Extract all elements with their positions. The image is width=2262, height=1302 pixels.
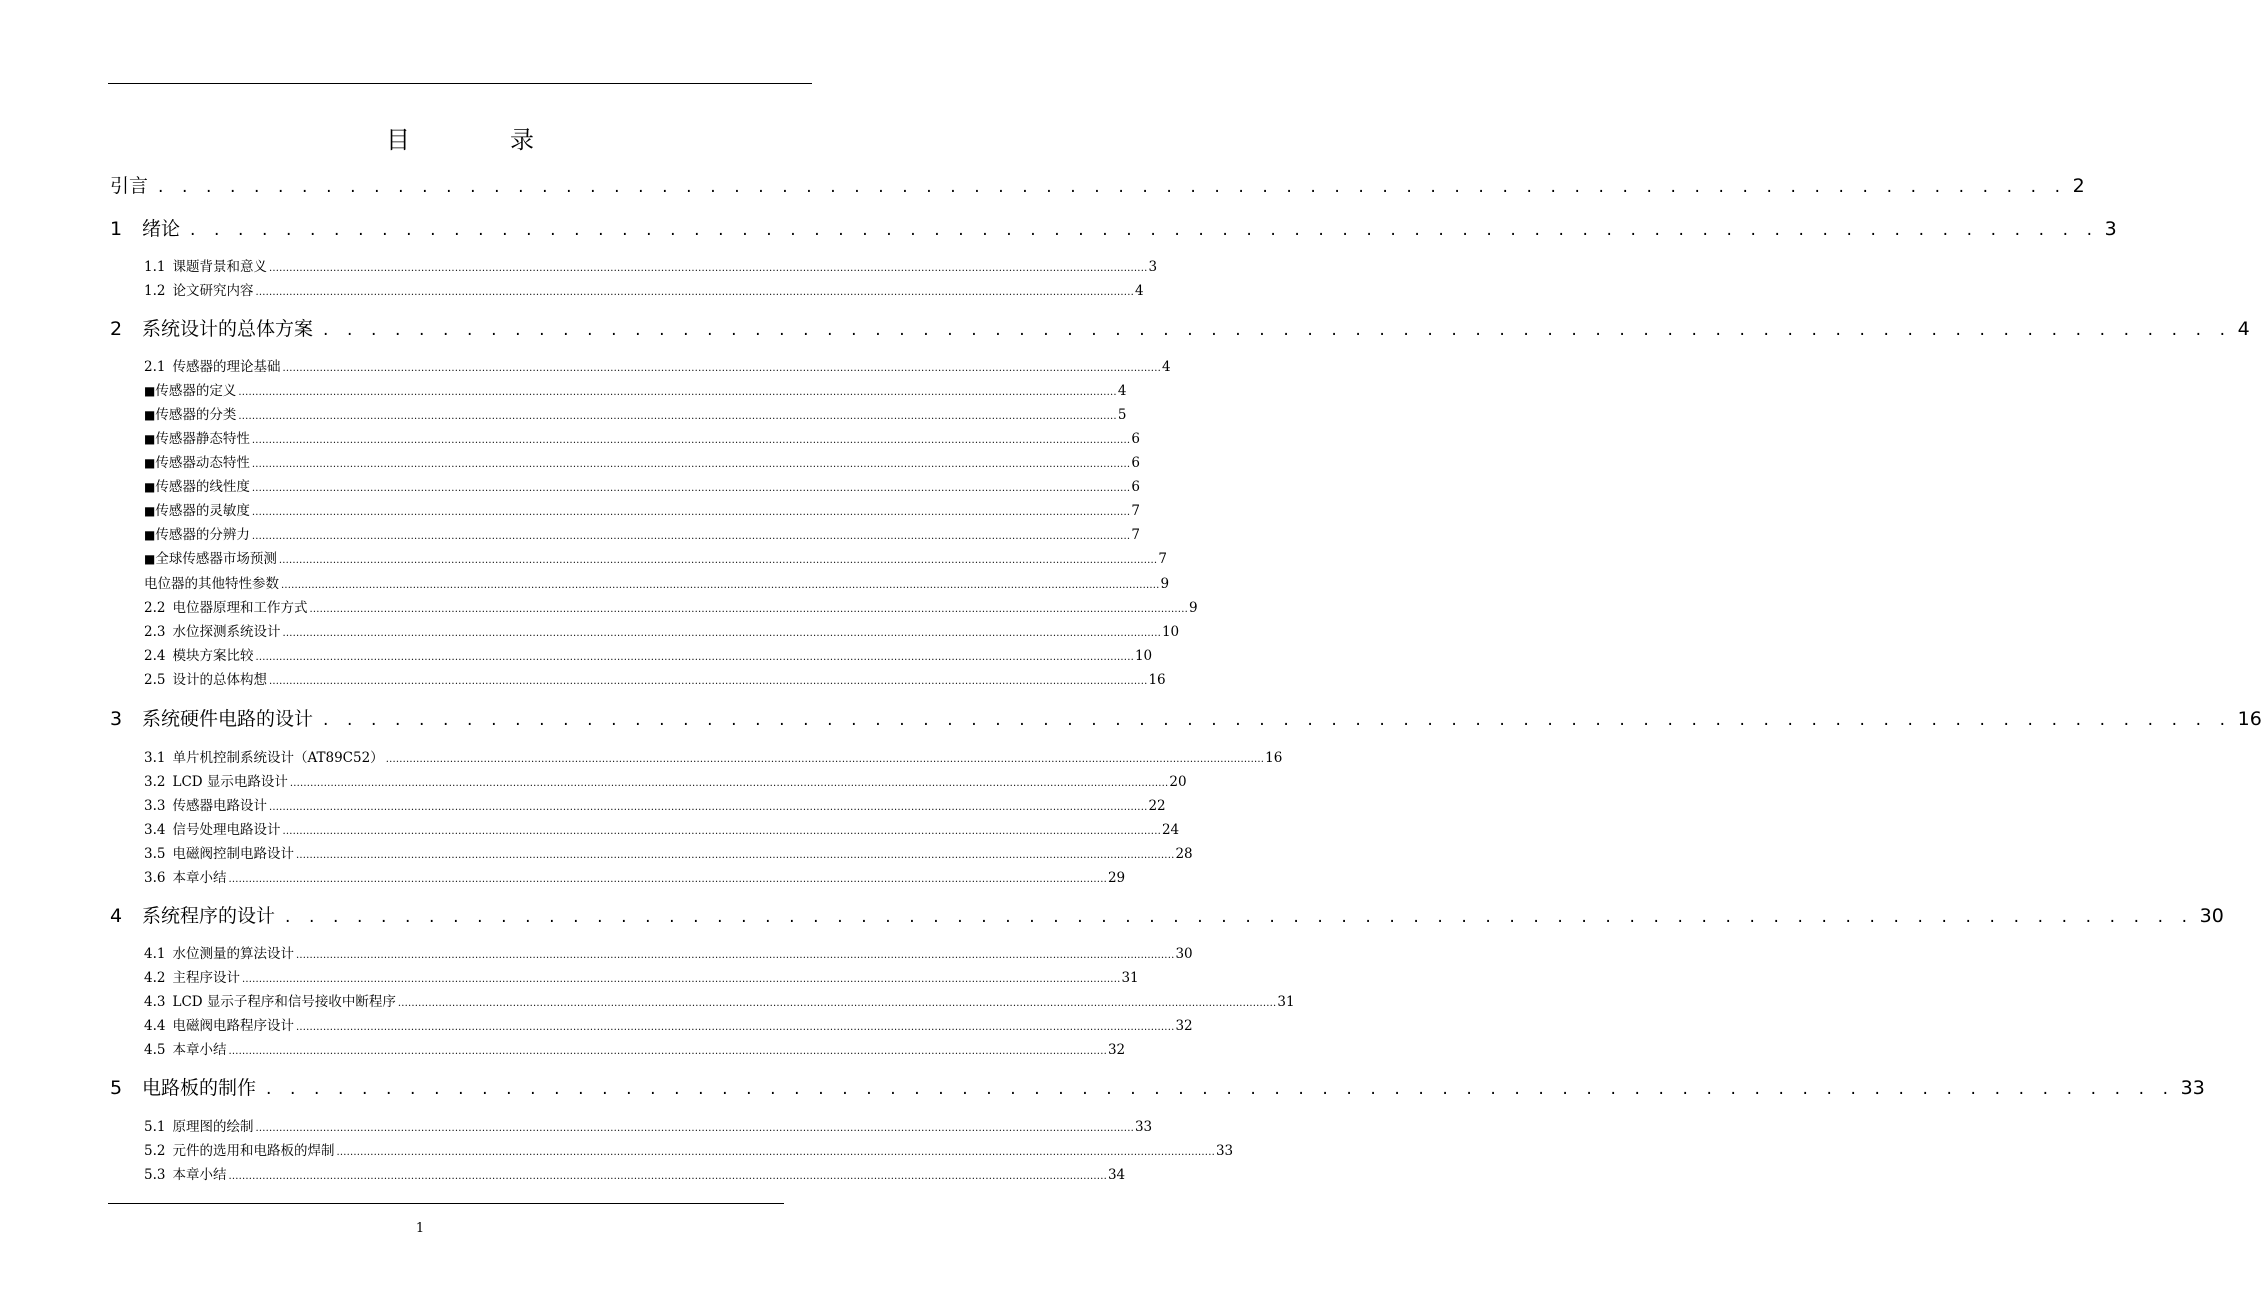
dot-leader: .................................................................................................................................................................................................................................................................... [251,435,1131,446]
toc-entry-title: 系统设计的总体方案 [142,318,314,340]
dot-leader: .................................................................................................................................................................................................................................................................... [255,1123,1134,1134]
dot-leader: .................................................................................................................................................................................................................................................................... [255,652,1134,663]
toc-entry-title: 单片机控制系统设计（AT89C52） [172,750,384,766]
toc-entry[interactable] [144,279,1144,299]
toc-page-number: 32 [1175,1018,1193,1034]
toc-chapter-number: 2 [110,318,123,340]
toc-entry-title: 电位器原理和工作方式 [172,600,308,616]
dot-leader: .................................................................................................................................................................................................................................................................... [282,826,1161,837]
toc-entry[interactable] [144,355,1171,375]
toc-chapter-number: 4 [110,905,123,927]
toc-section-number: 4.2 [144,970,166,986]
dot-leader: .................................................................................................................................................................................................................................................................... [295,850,1175,861]
dot-leader: .................................................................................................................................................................................................................................................................... [309,604,1188,615]
page-title: 目 录 [386,126,572,154]
toc-entry[interactable] [144,668,1166,688]
toc-page-number: 28 [1175,846,1193,862]
toc-entry[interactable] [144,1115,1153,1135]
toc-page-number: 34 [1107,1167,1126,1183]
toc-entry[interactable] [144,596,1198,616]
toc-entry[interactable] [144,1139,1234,1159]
toc-section-number: 1.1 [144,259,166,275]
toc-section-number: 3.1 [144,750,166,766]
toc-entry-title: 电磁阀电路程序设计 [172,1018,294,1034]
toc-page-number: 24 [1161,822,1180,838]
dot-leader: .................................................................................................................................................................................................................................................................... [238,411,1117,422]
toc-entry-title: 引言 [110,175,149,197]
dot-leader: .................................................................................................................................................................................................................................................................... [289,778,1169,789]
toc-entry-title: 电位器的其他特性参数 [144,576,279,592]
dot-leader: . . . . . . . . . . . . . . . . . . . . . . . . . . . . . . . . . . . . . . . . . . . . . . . . . . . . . . . . . . . . . . . . . . . . . . . . . . . . . . . . [158,177,2067,197]
toc-entry[interactable] [144,818,1180,838]
toc-page-number: 9 [1160,576,1170,592]
toc-page-number: 5 [1117,407,1127,423]
toc-section-number: 4.5 [144,1042,166,1058]
toc-page-number: 4 [2237,318,2250,340]
toc-entry-title: 传感器的线性度 [155,479,250,495]
toc-entry-title: 传感器动态特性 [155,455,250,471]
bullet-icon: ■ [144,480,156,494]
toc-section-number: 2.5 [144,672,166,688]
page-number: 1 [415,1221,425,1236]
toc-entry-title: 传感器的理论基础 [172,359,281,375]
toc-page-number: 16 [2237,708,2262,730]
toc-entry[interactable] [144,866,1126,886]
toc-section-number: 3.2 [144,774,166,790]
dot-leader: .................................................................................................................................................................................................................................................................... [268,676,1148,687]
toc-page-number: 6 [1131,479,1140,495]
toc-page-number: 7 [1131,503,1140,519]
toc-entry[interactable] [144,255,1158,275]
toc-entry-title: 本章小结 [172,870,227,886]
toc-section-number: 3.5 [144,846,166,862]
toc-chapter-number: 1 [110,218,123,240]
toc-chapter-number: 3 [110,708,123,730]
toc-chapter-number: 5 [110,1077,123,1099]
toc-entry-title: 水位探测系统设计 [172,624,281,640]
toc-entry[interactable] [144,523,1140,543]
toc-entry[interactable] [144,547,1167,567]
toc-entry-title: LCD 显示子程序和信号接收中断程序 [172,994,396,1010]
dot-leader: . . . . . . . . . . . . . . . . . . . . . . . . . . . . . . . . . . . . . . . . . . . . . . . . . . . . . . . . . . . . . . . . . . . . . . . . . . . . . . . . [323,320,2232,340]
toc-entry-title: 电磁阀控制电路设计 [172,846,294,862]
toc-entry-title: 传感器静态特性 [155,431,250,447]
toc-entry-title: 课题背景和意义 [172,259,267,275]
toc-entry[interactable] [144,403,1127,423]
toc-entry[interactable] [110,314,2250,341]
toc-entry-title: 信号处理电路设计 [172,822,281,838]
toc-page-number: 31 [1277,994,1295,1010]
toc-section-number: 5.3 [144,1167,166,1183]
toc-page-number: 6 [1131,431,1140,447]
toc-entry[interactable] [144,572,1170,592]
toc-section-number: 4.4 [144,1018,166,1034]
toc-page-number: 33 [1215,1143,1234,1159]
toc-entry-title: 本章小结 [172,1167,227,1183]
toc-entry[interactable] [144,427,1140,447]
toc-entry[interactable] [144,1038,1126,1058]
dot-leader: .................................................................................................................................................................................................................................................................... [241,974,1121,985]
toc-entry[interactable] [144,1163,1126,1183]
dot-leader: .................................................................................................................................................................................................................................................................... [228,1171,1107,1182]
dot-leader: .................................................................................................................................................................................................................................................................... [238,387,1117,398]
toc-entry-title: 元件的选用和电路板的焊制 [172,1143,335,1159]
toc-entry[interactable] [144,842,1193,862]
toc-entry[interactable] [110,1073,2205,1100]
toc-section-number: 3.6 [144,870,166,886]
dot-leader: . . . . . . . . . . . . . . . . . . . . . . . . . . . . . . . . . . . . . . . . . . . . . . . . . . . . . . . . . . . . . . . . . . . . . . . . . . . . . . . . [323,710,2232,730]
toc-entry-title: 水位测量的算法设计 [172,946,294,962]
toc-section-number: 2.2 [144,600,166,616]
toc-entry-title: 系统硬件电路的设计 [142,708,314,730]
bullet-icon: ■ [144,528,156,542]
bullet-icon: ■ [144,432,156,446]
toc-section-number: 1.2 [144,283,166,299]
toc-section-number: 2.1 [144,359,166,375]
dot-leader: .................................................................................................................................................................................................................................................................... [295,950,1175,961]
toc-page-number: 4 [1161,359,1171,375]
dot-leader: .................................................................................................................................................................................................................................................................... [268,802,1148,813]
footer-rule [108,1203,784,1204]
bullet-icon: ■ [144,456,156,470]
toc-section-number: 3.3 [144,798,166,814]
toc-entry[interactable] [110,171,2085,198]
toc-entry-title: LCD 显示电路设计 [172,774,288,790]
toc-section-number: 2.4 [144,648,166,664]
toc-page-number: 7 [1158,551,1167,567]
toc-section-number: 5.2 [144,1143,166,1159]
toc-entry-title: 设计的总体构想 [172,672,267,688]
toc-page-number: 10 [1134,648,1153,664]
toc-page-number: 10 [1161,624,1180,640]
toc-entry[interactable] [144,942,1193,962]
dot-leader: . . . . . . . . . . . . . . . . . . . . . . . . . . . . . . . . . . . . . . . . . . . . . . . . . . . . . . . . . . . . . . . . . . . . . . . . . . . . . . . . [285,907,2194,927]
toc-entry-title: 传感器的分辨力 [155,527,250,543]
toc-page-number: 3 [2104,218,2117,240]
toc-entry[interactable] [110,901,2224,928]
toc-page-number: 3 [1148,259,1158,275]
toc-entry-title: 主程序设计 [172,970,240,986]
toc-page-number: 33 [1134,1119,1153,1135]
toc-entry-title: 模块方案比较 [172,648,254,664]
toc-page-number: 20 [1169,774,1187,790]
toc-entry-title: 传感器的灵敏度 [155,503,250,519]
toc-entry[interactable] [144,451,1140,471]
toc-page-number: 9 [1188,600,1198,616]
dot-leader: .................................................................................................................................................................................................................................................................... [281,580,1160,591]
toc-entry[interactable] [144,499,1140,519]
toc-entry-title: 传感器的定义 [155,383,237,399]
dot-leader: .................................................................................................................................................................................................................................................................... [228,1046,1107,1057]
toc-page-number: 7 [1131,527,1140,543]
toc-section-number: 3.4 [144,822,166,838]
dot-leader: .................................................................................................................................................................................................................................................................... [282,363,1161,374]
toc-page-number: 16 [1265,750,1283,766]
dot-leader: . . . . . . . . . . . . . . . . . . . . . . . . . . . . . . . . . . . . . . . . . . . . . . . . . . . . . . . . . . . . . . . . . . . . . . . . . . . . . . . . [190,220,2099,240]
toc-entry-title: 传感器电路设计 [172,798,267,814]
toc-page-number: 16 [1148,672,1166,688]
toc-entry-title: 论文研究内容 [172,283,254,299]
toc-page-number: 4 [1117,383,1127,399]
dot-leader: . . . . . . . . . . . . . . . . . . . . . . . . . . . . . . . . . . . . . . . . . . . . . . . . . . . . . . . . . . . . . . . . . . . . . . . . . . . . . . . . [266,1079,2175,1099]
toc-page-number: 2 [2072,175,2085,197]
toc-entry[interactable] [144,966,1139,986]
toc-page-number: 33 [2180,1077,2205,1099]
toc-entry-title: 全球传感器市场预测 [155,551,277,567]
bullet-icon: ■ [144,504,156,518]
toc-entry[interactable] [144,644,1153,664]
bullet-icon: ■ [144,552,156,566]
dot-leader: .................................................................................................................................................................................................................................................................... [268,263,1148,274]
toc-page-number: 6 [1131,455,1140,471]
toc-entry[interactable] [110,704,2262,731]
dot-leader: .................................................................................................................................................................................................................................................................... [282,628,1161,639]
dot-leader: .................................................................................................................................................................................................................................................................... [251,507,1131,518]
dot-leader: .................................................................................................................................................................................................................................................................... [251,531,1131,542]
bullet-icon: ■ [144,408,156,422]
dot-leader: .................................................................................................................................................................................................................................................................... [397,998,1277,1009]
toc-entry[interactable] [144,1014,1193,1034]
toc-entry-title: 电路板的制作 [142,1077,257,1099]
dot-leader: .................................................................................................................................................................................................................................................................... [228,874,1107,885]
toc-entry[interactable] [144,746,1283,766]
toc-entry-title: 系统程序的设计 [142,905,276,927]
dot-leader: .................................................................................................................................................................................................................................................................... [255,287,1134,298]
toc-section-number: 5.1 [144,1119,166,1135]
toc-page-number: 31 [1121,970,1139,986]
toc-page-number: 30 [1175,946,1193,962]
toc-entry[interactable] [144,794,1166,814]
toc-entry-title: 原理图的绘制 [172,1119,254,1135]
toc-section-number: 2.3 [144,624,166,640]
toc-page-number: 29 [1107,870,1126,886]
bullet-icon: ■ [144,384,156,398]
toc-page-number: 30 [2199,905,2224,927]
toc-entry[interactable] [144,770,1187,790]
toc-entry-title: 绪论 [142,218,181,240]
toc-entry[interactable] [110,214,2117,241]
dot-leader: .................................................................................................................................................................................................................................................................... [295,1022,1175,1033]
toc-entry[interactable] [144,475,1140,495]
toc-entry[interactable] [144,379,1127,399]
dot-leader: .................................................................................................................................................................................................................................................................... [336,1147,1215,1158]
dot-leader: .................................................................................................................................................................................................................................................................... [251,483,1131,494]
toc-section-number: 4.1 [144,946,166,962]
toc-entry-title: 本章小结 [172,1042,227,1058]
toc-section-number: 4.3 [144,994,166,1010]
dot-leader: .................................................................................................................................................................................................................................................................... [278,555,1158,566]
toc-entry[interactable] [144,990,1295,1010]
toc-entry-title: 传感器的分类 [155,407,237,423]
toc-entry[interactable] [144,620,1180,640]
toc-page-number: 4 [1134,283,1144,299]
dot-leader: .................................................................................................................................................................................................................................................................... [251,459,1131,470]
dot-leader: .................................................................................................................................................................................................................................................................... [385,754,1265,765]
toc-page-number: 32 [1107,1042,1126,1058]
toc-page-number: 22 [1148,798,1166,814]
